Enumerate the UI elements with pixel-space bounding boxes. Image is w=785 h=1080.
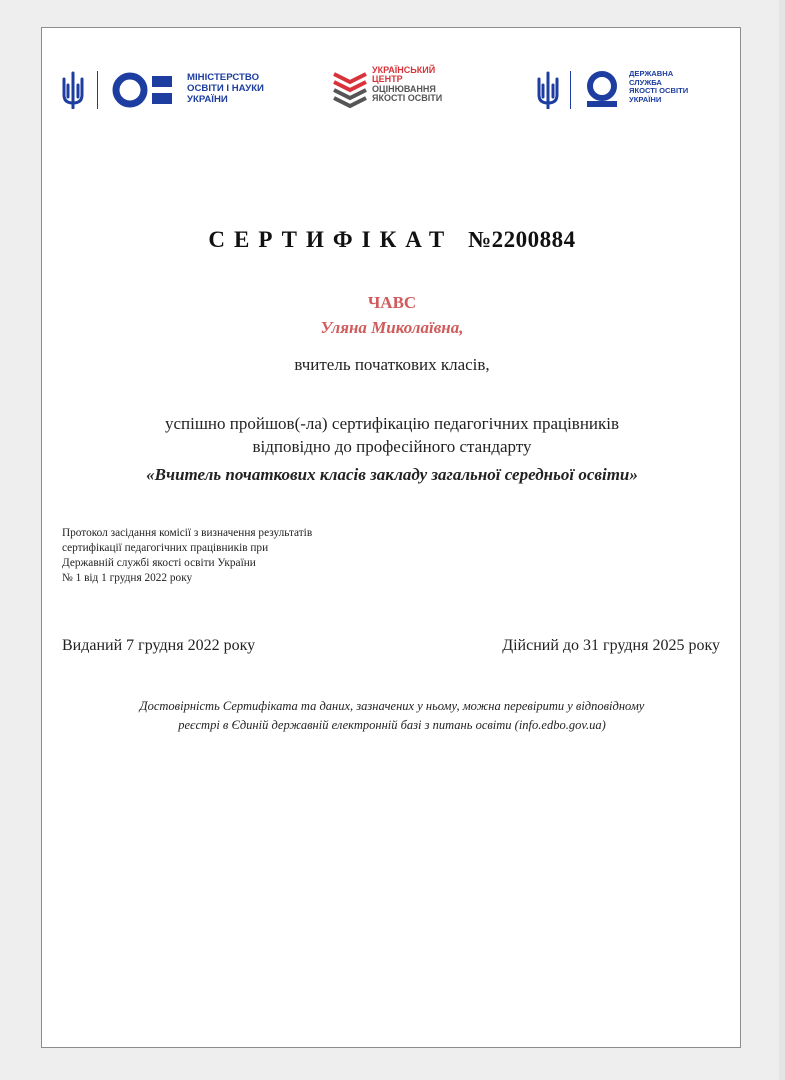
holder-surname: ЧАВС	[367, 293, 417, 312]
certificate-title	[42, 227, 742, 253]
ucoz-logo-line: ЯКОСТІ ОСВІТИ	[372, 93, 443, 104]
ministry-logo-text	[187, 72, 264, 105]
holder-given-names: Уляна Миколаївна,	[320, 318, 464, 337]
trident-icon	[535, 71, 561, 109]
ministry-logo	[60, 68, 290, 113]
issued-date: Виданий 7 грудня 2022 року	[62, 637, 256, 654]
trident-icon	[60, 71, 86, 109]
ucoz-logo-text	[372, 66, 442, 104]
ucoz-logo-line: ЦЕНТР	[372, 74, 403, 85]
valid-until-date: Дійсний до 31 грудня 2025 року	[502, 637, 720, 654]
ucoz-logo-line: УКРАЇНСЬКИЙ	[372, 65, 436, 75]
protocol-block	[62, 526, 312, 586]
verification-line: реєстрі в Єдиній державній електронній базі з питань освіти (info.edbo.gov.ua)	[178, 718, 606, 732]
ucoz-logo-line: ОЦІНЮВАННЯ	[372, 83, 436, 94]
ministry-logo-line: УКРАЇНИ	[187, 94, 228, 106]
service-logo-text	[629, 70, 688, 105]
service-emblem-icon	[584, 70, 620, 108]
ministry-logo-line: МІНІСТЕРСТВО	[187, 72, 260, 83]
standard-name: «Вчитель початкових класів закладу загальної середньої освіти»	[146, 465, 638, 484]
service-logo-line: ЯКОСТІ ОСВІТИ	[629, 86, 689, 96]
ucoz-book-icon	[332, 68, 368, 112]
protocol-line: № 1 від 1 грудня 2022 року	[62, 572, 193, 584]
statement-line: успішно пройшов(-ла) сертифікацію педагогічних працівників	[164, 414, 620, 433]
ucoz-logo	[332, 64, 482, 116]
logo-divider	[97, 71, 98, 109]
service-logo-line: СЛУЖБА	[629, 77, 662, 87]
ministry-logo-line: ОСВІТИ І НАУКИ	[187, 83, 264, 95]
statement-line: відповідно до професійного стандарту	[252, 437, 532, 456]
certificate-number: №2200884	[467, 227, 576, 252]
certificate-title-word: СЕРТИФІКАТ	[208, 227, 454, 252]
service-logo-line: УКРАЇНИ	[629, 95, 662, 105]
protocol-line: сертифікації педагогічних працівників при	[62, 542, 269, 554]
mon-emblem-icon	[112, 72, 176, 108]
verification-line: Достовірність Сертифіката та даних, зазначених у ньому, можна перевірити у відповідному	[139, 699, 645, 713]
service-logo-line: ДЕРЖАВНА	[629, 69, 674, 78]
holder-position: вчитель початкових класів,	[294, 355, 490, 374]
page-edge	[779, 0, 785, 1080]
verification-note	[42, 697, 742, 735]
logo-divider	[570, 71, 571, 109]
protocol-line: Державній службі якості освіти України	[62, 557, 256, 569]
protocol-line: Протокол засідання комісії з визначення результатів	[62, 527, 313, 539]
certificate-page	[41, 27, 741, 1048]
state-service-logo	[535, 68, 715, 113]
